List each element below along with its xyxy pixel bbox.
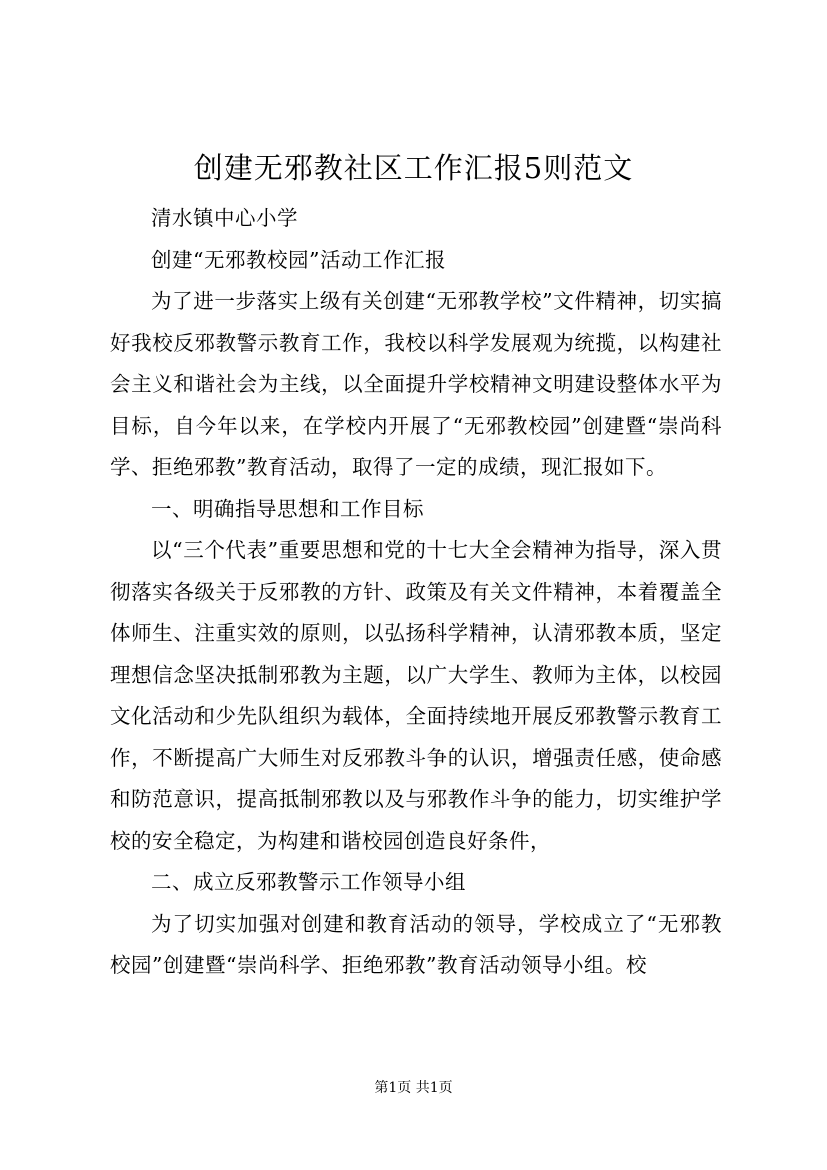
section-heading-1: 一、明确指导思想和工作目标 [151, 496, 424, 521]
intro-paragraph: 为了进一步落实上级有关创建“无邪教学校”文件精神，切实搞好我校反邪教警示教育工作，我校以科学发展观为统揽，以构建社会主义和谐社会为主线，以全面提升学校精神文明建设整体水平为目标，自今年以来，在学校内开展了“无邪教校园”创建暨“崇尚科学、拒绝邪教”教育活动，取得了一定的成绩，现汇报如下。 [110, 289, 722, 479]
school-name-paragraph: 清水镇中心小学 [151, 206, 298, 230]
report-subtitle-paragraph: 创建“无邪教校园”活动工作汇报 [151, 247, 446, 272]
document-title: 创建无邪教社区工作汇报5则范文 [193, 151, 634, 185]
section-1-paragraph: 以“三个代表”重要思想和党的十七大全会精神为指导，深入贯彻落实各级关于反邪教的方针、政策及有关文件精神，本着覆盖全体师生、注重实效的原则，以弘扬科学精神，认清邪教本质，坚定理想信念坚决抵制邪教为主题，以广大学生、教师为主体，以校园文化活动和少先队组织为载体，全面持续地开展反邪教警示教育工作，不断提高广大师生对反邪教斗争的认识，增强责任感，使命感和防范意识，提高抵制邪教以及与邪教作斗争的能力，切实维护学校的安全稳定，为构建和谐校园创造良好条件， [110, 538, 722, 853]
section-2-paragraph: 为了切实加强对创建和教育活动的领导，学校成立了“无邪教校园”创建暨“崇尚科学、拒绝邪教”教育活动领导小组。校 [110, 911, 722, 977]
page-footer: 第1页 共1页 [374, 1080, 453, 1096]
section-heading-2: 二、成立反邪教警示工作领导小组 [151, 870, 466, 894]
document-body [110, 198, 722, 987]
